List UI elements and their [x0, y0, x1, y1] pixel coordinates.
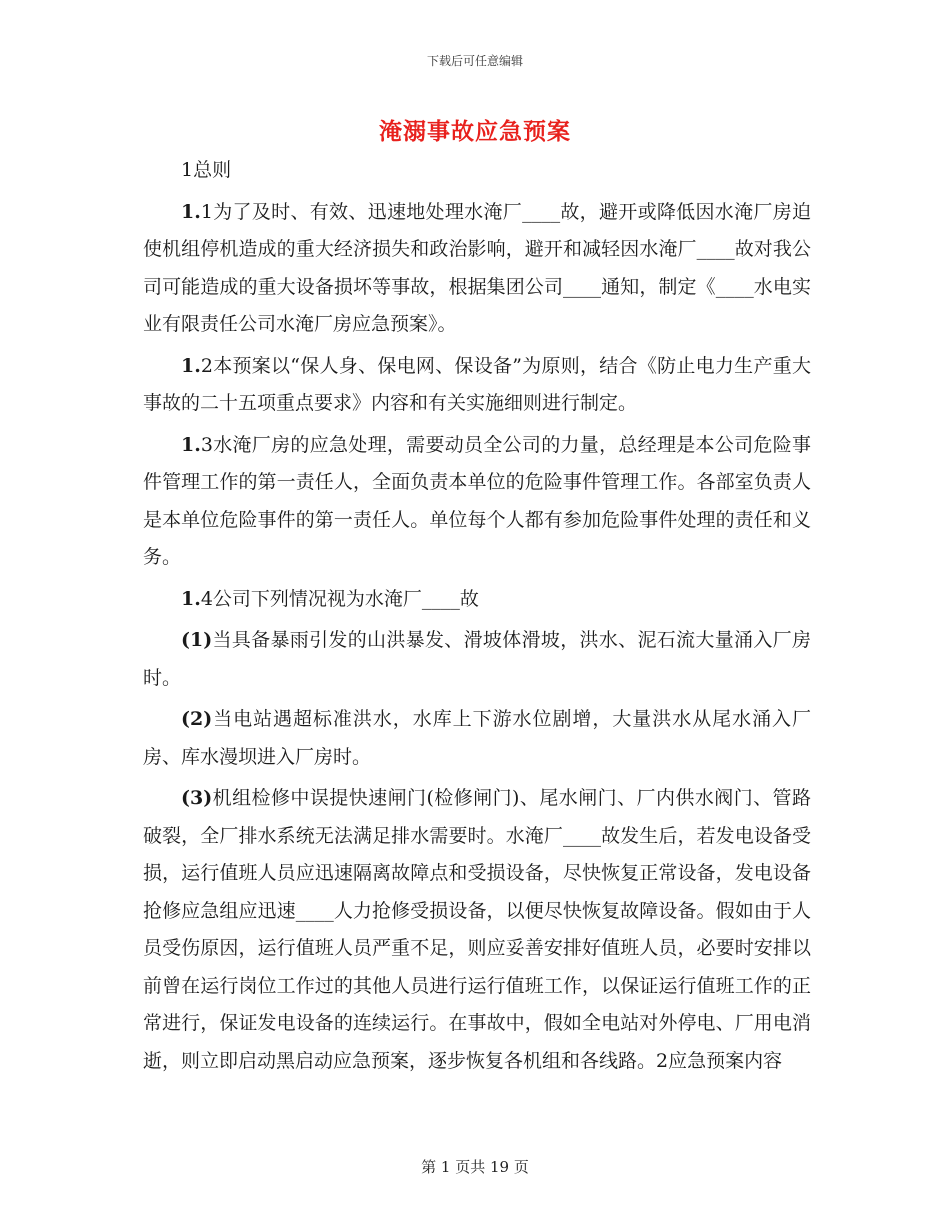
paragraph-number: 1.	[181, 200, 201, 223]
list-item-1	[143, 622, 811, 697]
document-title: 淹溺事故应急预案	[379, 118, 571, 145]
list-item-text: 当电站遇超标准洪水，水库上下游水位剧增，大量洪水从尾水涌入厂房、库水漫坝进入厂房时。	[143, 708, 811, 768]
list-item-number: (2)	[181, 708, 213, 730]
paragraph-text: 1总则	[181, 159, 232, 181]
paragraph-1-2	[143, 348, 811, 423]
list-item-3	[143, 780, 811, 1080]
list-item-text: 机组检修中误提快速闸门(检修闸门)、尾水闸门、厂内供水阀门、管路破裂，全厂排水系统无法满足排水需要时。水淹厂____故发生后，若发电设备受损，运行值班人员应迅速隔离故障点和受损设备，尽快恢复正常设备，发电设备抢修应急组应迅速____人力抢修受损设备，以便尽快恢复故障设备。假如由于人员受伤原因，运行值班人员严重不足，则应妥善安排好值班人员，必要时安排以前曾在运行岗位工作过的其他人员进行运行值班工作，以保证运行值班工作的正常进行，保证发电设备的连续运行。在事故中，假如全电站对外停电、厂用电消逝，则立即启动黑启动应急预案，逐步恢复各机组和各线路。2应急预案内容	[143, 787, 811, 1072]
paragraph-1-4	[143, 581, 811, 619]
list-item-text: 当具备暴雨引发的山洪暴发、滑坡体滑坡，洪水、泥石流大量涌入厂房时。	[143, 629, 811, 689]
list-item-number: (1)	[181, 629, 213, 651]
paragraph-text: 2本预案以“保人身、保电网、保设备”为原则，结合《防止电力生产重大事故的二十五项重点要求》内容和有关实施细则进行制定。	[143, 354, 811, 414]
paragraph-number: 1.	[181, 354, 201, 377]
document-body	[143, 152, 811, 1080]
page-number-footer: 第 1 页共 19 页	[421, 1158, 529, 1176]
list-item-number: (3)	[181, 787, 213, 809]
paragraph-number: 1.	[181, 433, 201, 456]
paragraph-1-1	[143, 194, 811, 344]
paragraph-number: 1.	[181, 587, 201, 610]
paragraph-section-1	[143, 152, 811, 190]
paragraph-text: 3水淹厂房的应急处理，需要动员全公司的力量，总经理是本公司危险事件管理工作的第一责任人，全面负责本单位的危险事件管理工作。各部室负责人是本单位危险事件的第一责任人。单位每个人都有参加危险事件处理的责任和义务。	[143, 433, 811, 568]
paragraph-text: 4公司下列情况视为水淹厂____故	[200, 587, 479, 610]
page-header-note: 下载后可任意编辑	[426, 54, 523, 68]
list-item-2	[143, 701, 811, 776]
paragraph-1-3	[143, 427, 811, 577]
paragraph-text: 1为了及时、有效、迅速地处理水淹厂____故，避开或降低因水淹厂房迫使机组停机造成的重大经济损失和政治影响，避开和减轻因水淹厂____故对我公司可能造成的重大设备损坏等事故，根据集团公司____通知，制定《____水电实业有限责任公司水淹厂房应急预案》。	[143, 200, 811, 335]
